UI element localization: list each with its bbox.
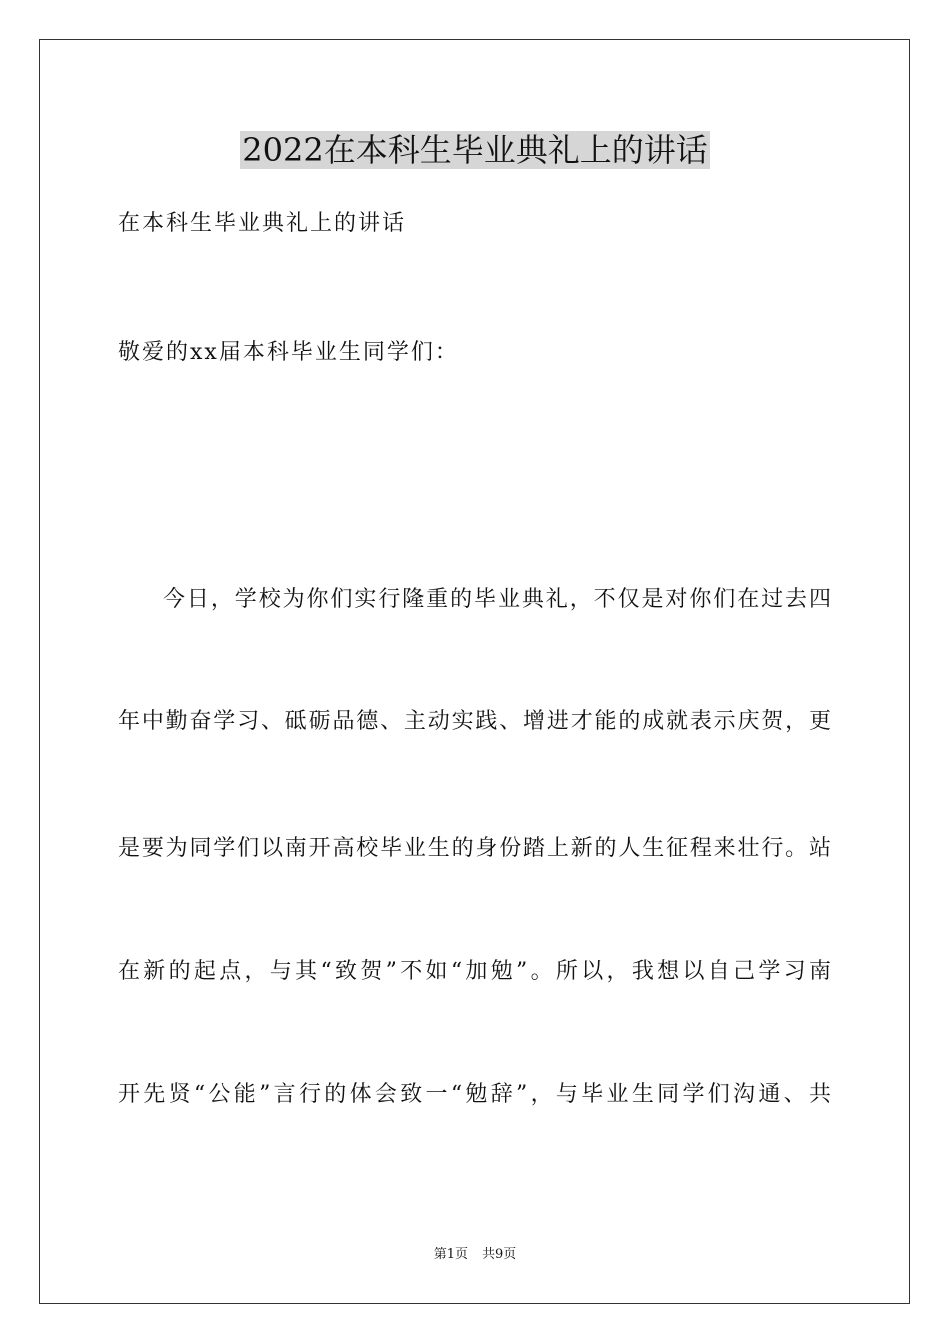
paragraph-line-4: 在新的起点，与其“致贺”不如“加勉”。所以，我想以自己学习南 <box>118 959 831 984</box>
document-title-text: 2022在本科生毕业典礼上的讲话 <box>242 131 708 169</box>
page-footer <box>0 1246 950 1264</box>
page-total: 共9页 <box>482 1247 517 1262</box>
document-title <box>0 128 950 172</box>
paragraph-line-3: 是要为同学们以南开高校毕业生的身份踏上新的人生征程来壮行。站 <box>118 836 831 861</box>
page-number: 第1页 <box>433 1247 468 1262</box>
paragraph-line-2: 年中勤奋学习、砥砺品德、主动实践、增进才能的成就表示庆贺，更 <box>118 709 831 734</box>
document-subtitle: 在本科生毕业典礼上的讲话 <box>118 211 407 236</box>
salutation: 敬爱的xx届本科毕业生同学们： <box>118 340 459 365</box>
paragraph-line-1: 今日，学校为你们实行隆重的毕业典礼，不仅是对你们在过去四 <box>163 587 831 612</box>
paragraph-line-5: 开先贤“公能”言行的体会致一“勉辞”，与毕业生同学们沟通、共 <box>118 1082 831 1107</box>
